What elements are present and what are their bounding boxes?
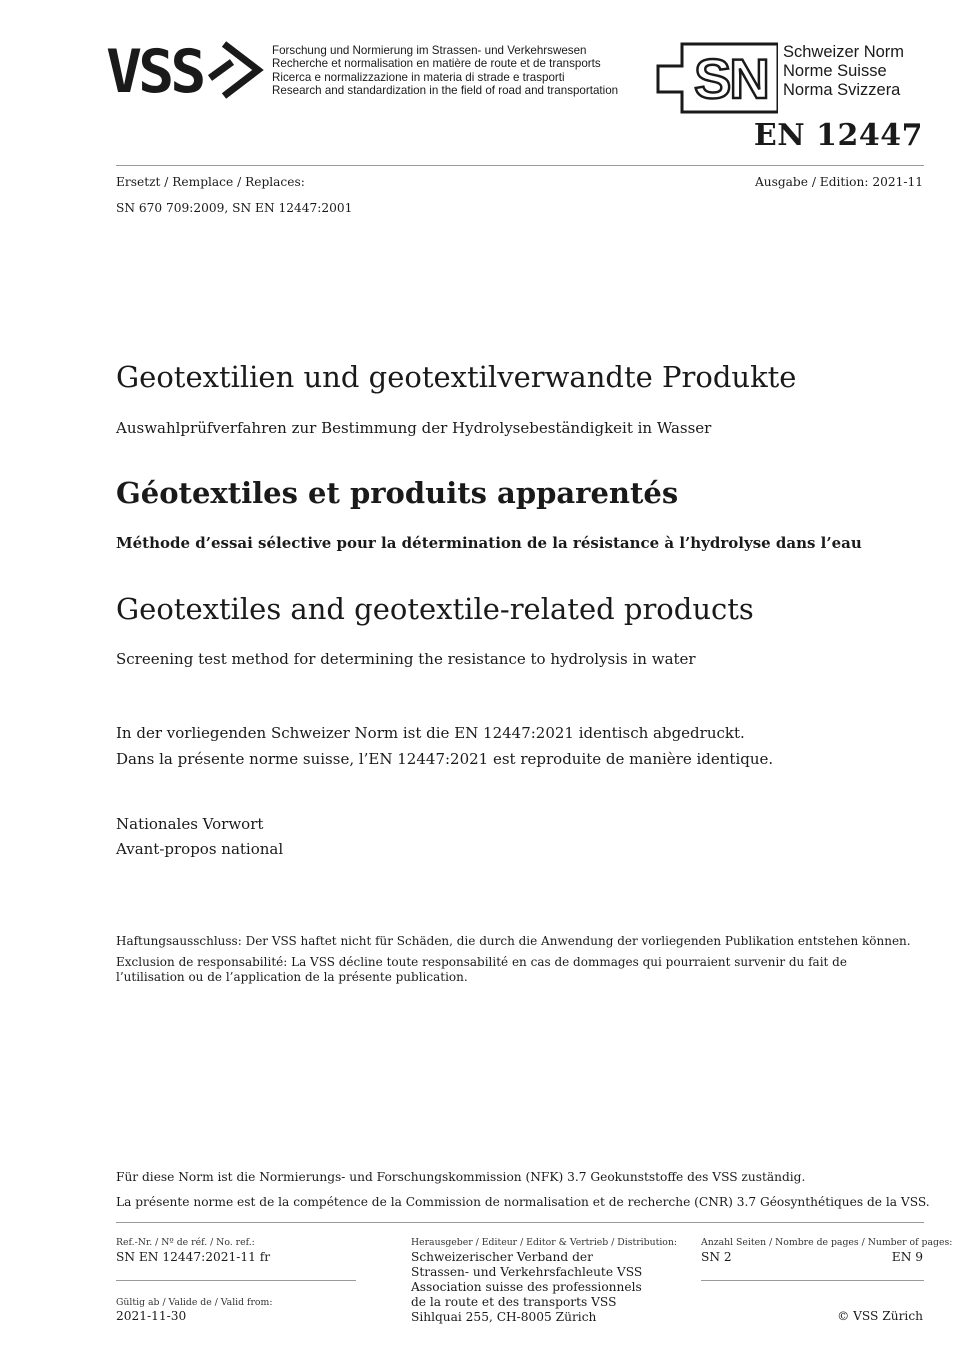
publisher-line: Association suisse des professionnels [411,1280,642,1294]
valid-from-value: 2021-11-30 [116,1309,187,1323]
sn-logo [656,42,778,114]
pages-en: EN 9 [891,1250,923,1264]
sn-name-fr: Norme Suisse [783,62,887,80]
sn-names [783,43,904,100]
pages-divider [701,1280,924,1281]
tagline-line: Ricerca e normalizzazione in materia di strade e trasporti [272,70,565,84]
footer-divider [116,1222,924,1223]
replaces-label: Ersetzt / Remplace / Replaces: [116,175,305,189]
disclaimer-de: Haftungsausschluss: Der VSS haftet nicht für Schäden, die durch die Anwendung der vorliegenden Publikation entstehen können. [116,934,911,948]
edition-date: Ausgabe / Edition: 2021-11 [754,175,923,189]
publisher-line: Strassen- und Verkehrsfachleute VSS [411,1265,643,1279]
committee-note-fr: La présente norme est de la compétence de la Commission de normalisation et de recherche (CNR) 3.7 Géosynthétiques de la VSS. [116,1195,930,1209]
pages-label: Anzahl Seiten / Nombre de pages / Number of pages: [701,1237,953,1248]
header-divider [116,165,924,166]
disclaimer-fr: Exclusion de responsabilité: La VSS décline toute responsabilité en cas de dommages qui pourraient survenir du fait de l’utilisation ou de l’application de la présente publication. [116,955,847,984]
vss-tagline [272,44,618,98]
valid-from-label: Gültig ab / Valide de / Valid from: [116,1297,273,1308]
publisher-address [411,1250,642,1325]
identical-notice-de: In der vorliegenden Schweizer Norm ist die EN 12447:2021 identisch abgedruckt. [116,724,745,742]
subtitle-de: Auswahlprüfverfahren zur Bestimmung der Hydrolysebeständigkeit in Wasser [116,419,712,437]
vss-logo-text: VSS [106,40,203,100]
national-foreword-de: Nationales Vorwort [116,815,264,833]
title-fr: Géotextiles et produits apparentés [116,476,679,510]
sn-name-de: Schweizer Norm [783,43,905,61]
title-de: Geotextilien und geotextilverwandte Produkte [116,360,797,394]
sn-name-it: Norma Svizzera [783,81,901,99]
copyright: © VSS Zürich [837,1309,923,1323]
subtitle-en: Screening test method for determining the resistance to hydrolysis in water [116,650,696,668]
vss-logo [106,40,266,100]
committee-note-de: Für diese Norm ist die Normierungs- und Forschungskommission (NFK) 3.7 Geokunststoffe des VSS zuständig. [116,1170,806,1184]
publisher-line: Sihlquai 255, CH-8005 Zürich [411,1310,597,1324]
tagline-line: Recherche et normalisation en matière de route et de transports [272,57,601,71]
tagline-line: Research and standardization in the field of road and transportation [272,84,619,98]
identical-notice-fr: Dans la présente norme suisse, l’EN 12447:2021 est reproduite de manière identique. [116,750,774,768]
publisher-label: Herausgeber / Editeur / Editor & Vertrieb / Distribution: [411,1237,678,1248]
publisher-line: de la route et des transports VSS [411,1295,617,1309]
publisher-line: Schweizerischer Verband der [411,1250,593,1264]
title-en: Geotextiles and geotextile-related products [116,592,754,626]
sn-logo-text: SN [694,47,768,110]
doc-number: EN 12447 [753,118,923,153]
pages-sn: SN 2 [701,1250,732,1264]
national-foreword-fr: Avant-propos national [116,840,284,858]
tagline-line: Forschung und Normierung im Strassen- und Verkehrswesen [272,44,587,57]
ref-label: Ref.-Nr. / Nº de réf. / No. ref.: [116,1237,255,1248]
ref-divider [116,1280,356,1281]
ref-value: SN EN 12447:2021-11 fr [116,1250,271,1264]
subtitle-fr: Méthode d’essai sélective pour la détermination de la résistance à l’hydrolyse dans l’eau [116,534,862,552]
replaces-value: SN 670 709:2009, SN EN 12447:2001 [116,201,353,215]
